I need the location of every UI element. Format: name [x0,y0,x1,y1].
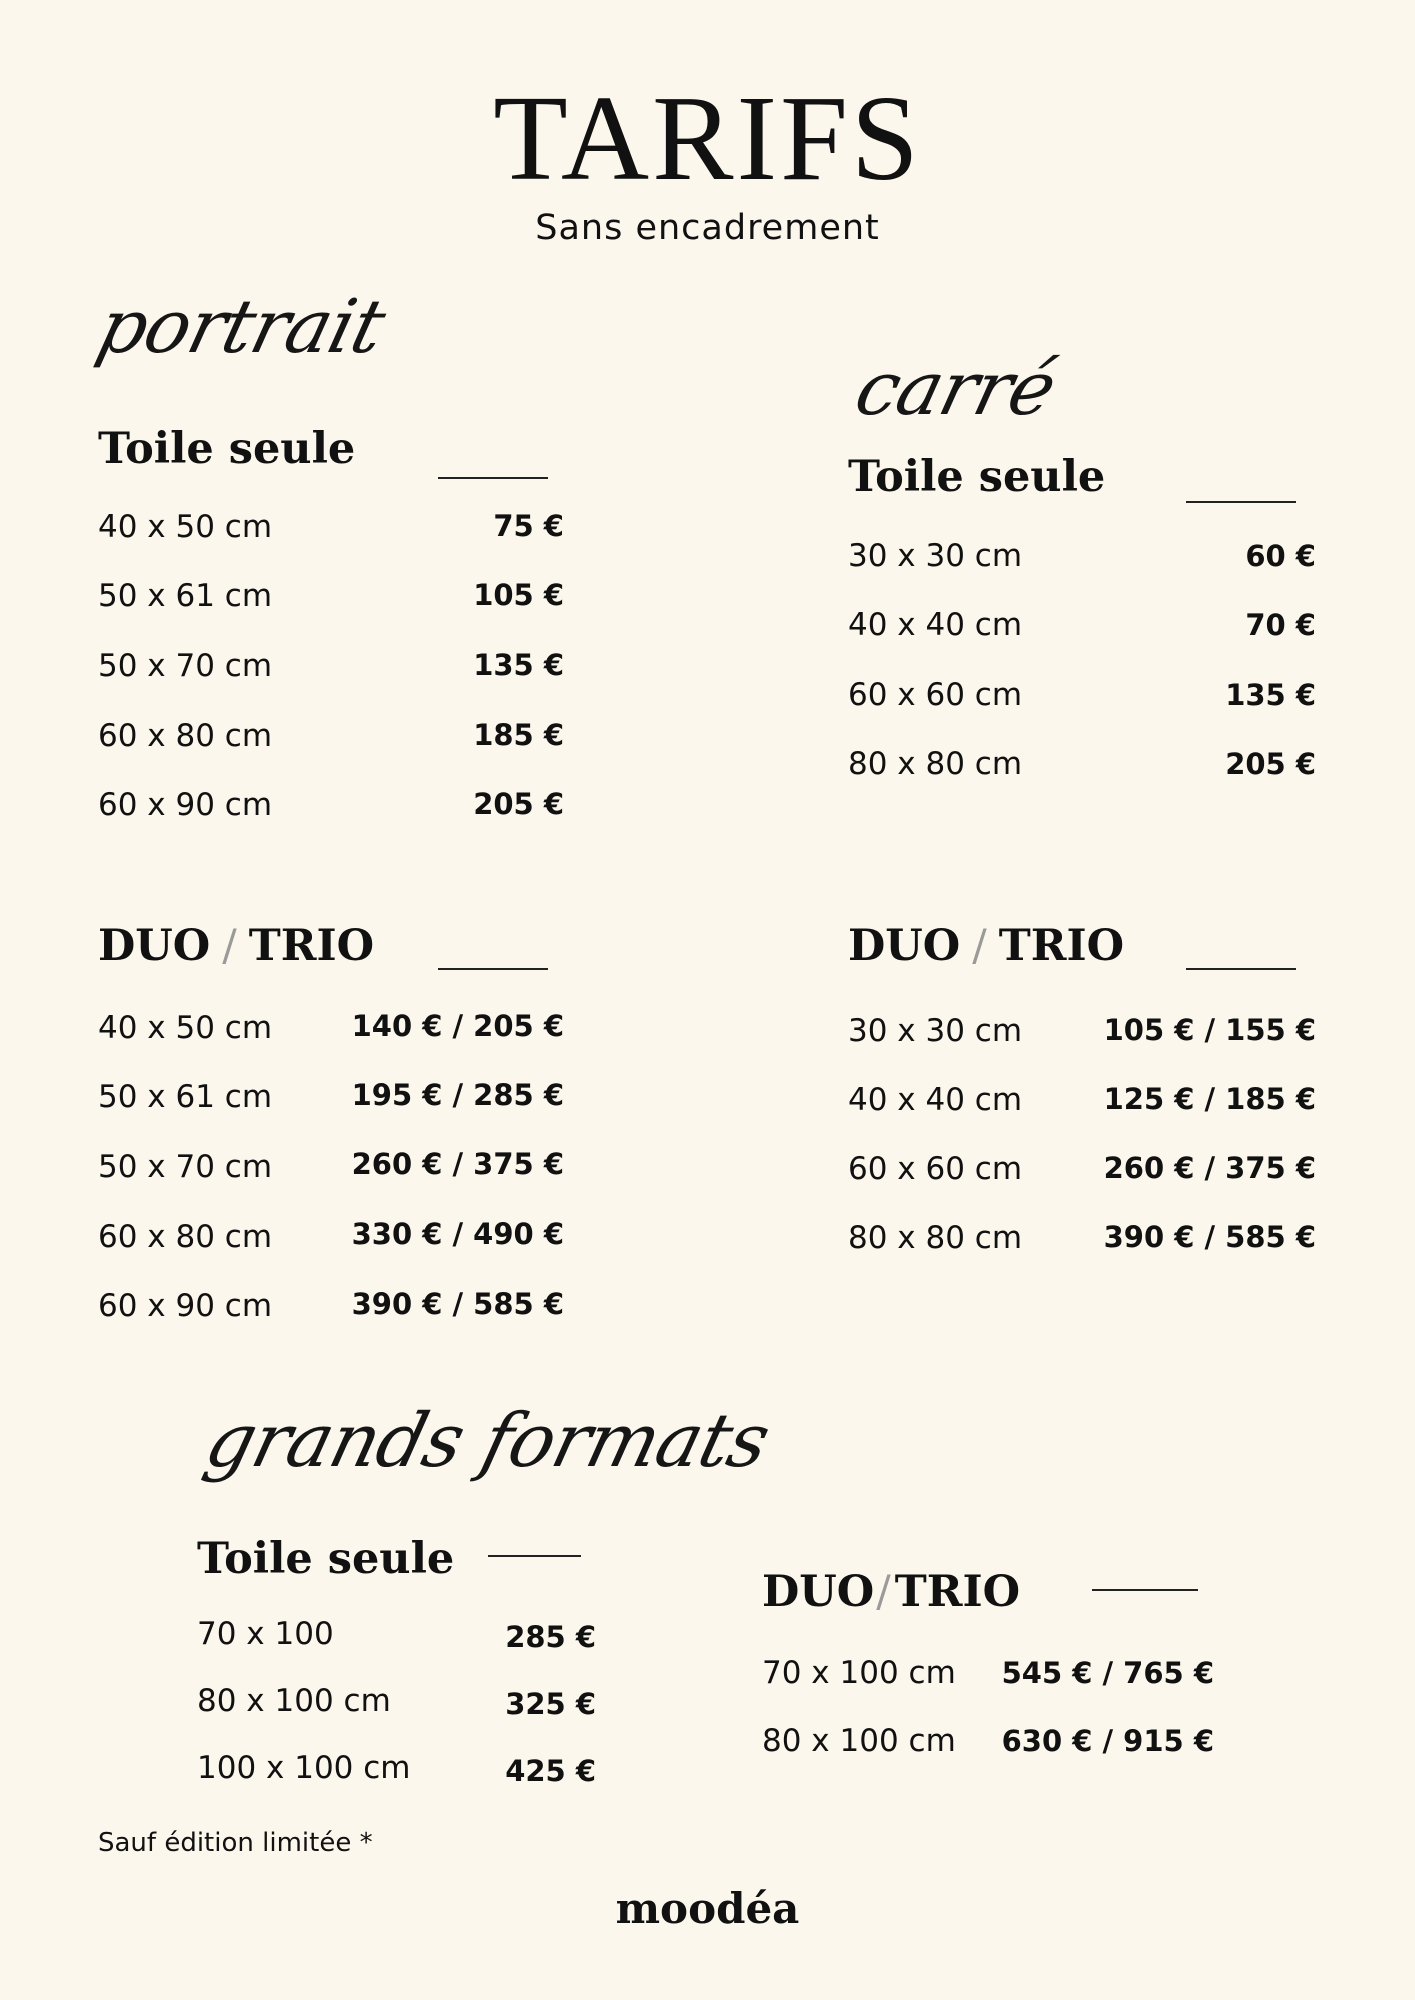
grands-formats-duo-trio-rule [1092,1589,1198,1591]
portrait-single-size: 50 x 70 cm [98,648,273,684]
carre-duo-trio-rule [1186,968,1296,970]
grands-duo-size: 80 x 100 cm [762,1723,956,1759]
portrait-single-size: 60 x 90 cm [98,787,273,823]
grands-formats-single-rule [488,1555,581,1557]
portrait-script-title: portrait [89,284,393,370]
grands-single-size: 80 x 100 cm [197,1683,391,1719]
carre-duo-price: 125 € / 185 € [1103,1082,1316,1116]
portrait-duo-price: 390 € / 585 € [351,1287,564,1321]
grands-single-size: 100 x 100 cm [197,1750,411,1786]
grands-single-price: 325 € [505,1687,596,1721]
carre-single-price: 70 € [1245,608,1316,642]
portrait-duo-price: 260 € / 375 € [351,1147,564,1181]
trio-label: TRIO [248,921,375,971]
portrait-single-price: 105 € [473,578,564,612]
carre-single-size: 80 x 80 cm [848,746,1023,782]
carre-single-rule [1186,501,1296,503]
carre-single-size: 60 x 60 cm [848,677,1023,713]
grands-formats-script-title: grands formats [197,1398,778,1484]
portrait-single-size: 40 x 50 cm [98,509,273,545]
duo-label: DUO [98,921,211,971]
grands-formats-single-heading: Toile seule [197,1534,455,1584]
separator-slash: / [222,921,237,971]
portrait-duo-trio-rule [438,968,548,970]
portrait-duo-price: 140 € / 205 € [351,1009,564,1043]
carre-single-price: 135 € [1225,678,1316,712]
grands-duo-size: 70 x 100 cm [762,1655,956,1691]
carre-duo-size: 60 x 60 cm [848,1151,1023,1187]
grands-single-price: 425 € [505,1754,596,1788]
brand-logo: moodéa [615,1884,800,1933]
separator-slash: / [876,1567,891,1617]
portrait-single-price: 205 € [473,787,564,821]
portrait-duo-size: 50 x 70 cm [98,1149,273,1185]
grands-duo-price: 545 € / 765 € [1001,1656,1214,1690]
page-title: TARIFS [493,71,922,206]
trio-label: TRIO [894,1567,1021,1617]
carre-duo-price: 390 € / 585 € [1103,1220,1316,1254]
portrait-duo-size: 60 x 90 cm [98,1288,273,1324]
portrait-duo-size: 40 x 50 cm [98,1010,273,1046]
carre-duo-size: 80 x 80 cm [848,1220,1023,1256]
portrait-duo-size: 50 x 61 cm [98,1079,273,1115]
carre-duo-price: 260 € / 375 € [1103,1151,1316,1185]
duo-label: DUO [848,921,961,971]
portrait-single-price: 135 € [473,648,564,682]
separator-slash: / [972,921,987,971]
grands-duo-price: 630 € / 915 € [1001,1724,1214,1758]
portrait-single-size: 50 x 61 cm [98,578,273,614]
grands-single-size: 70 x 100 [197,1616,334,1652]
carre-duo-price: 105 € / 155 € [1103,1013,1316,1047]
portrait-single-price: 75 € [493,509,564,543]
carre-duo-trio-heading [848,921,1125,971]
carre-duo-size: 30 x 30 cm [848,1013,1023,1049]
portrait-duo-price: 195 € / 285 € [351,1078,564,1112]
limited-edition-note: Sauf édition limitée * [98,1828,373,1858]
carre-single-size: 40 x 40 cm [848,607,1023,643]
portrait-duo-trio-heading [98,921,375,971]
portrait-single-size: 60 x 80 cm [98,718,273,754]
portrait-single-rule [438,477,548,479]
portrait-single-price: 185 € [473,718,564,752]
grands-single-price: 285 € [505,1620,596,1654]
grands-formats-duo-trio-heading [762,1567,1021,1617]
carre-single-heading: Toile seule [848,452,1106,502]
portrait-duo-size: 60 x 80 cm [98,1219,273,1255]
portrait-duo-price: 330 € / 490 € [351,1217,564,1251]
carre-single-price: 205 € [1225,747,1316,781]
trio-label: TRIO [998,921,1125,971]
carre-script-title: carré [847,346,1064,432]
page-subtitle: Sans encadrement [535,208,880,248]
duo-label: DUO [762,1567,875,1617]
carre-single-size: 30 x 30 cm [848,538,1023,574]
carre-single-price: 60 € [1245,539,1316,573]
portrait-single-heading: Toile seule [98,424,356,474]
carre-duo-size: 40 x 40 cm [848,1082,1023,1118]
